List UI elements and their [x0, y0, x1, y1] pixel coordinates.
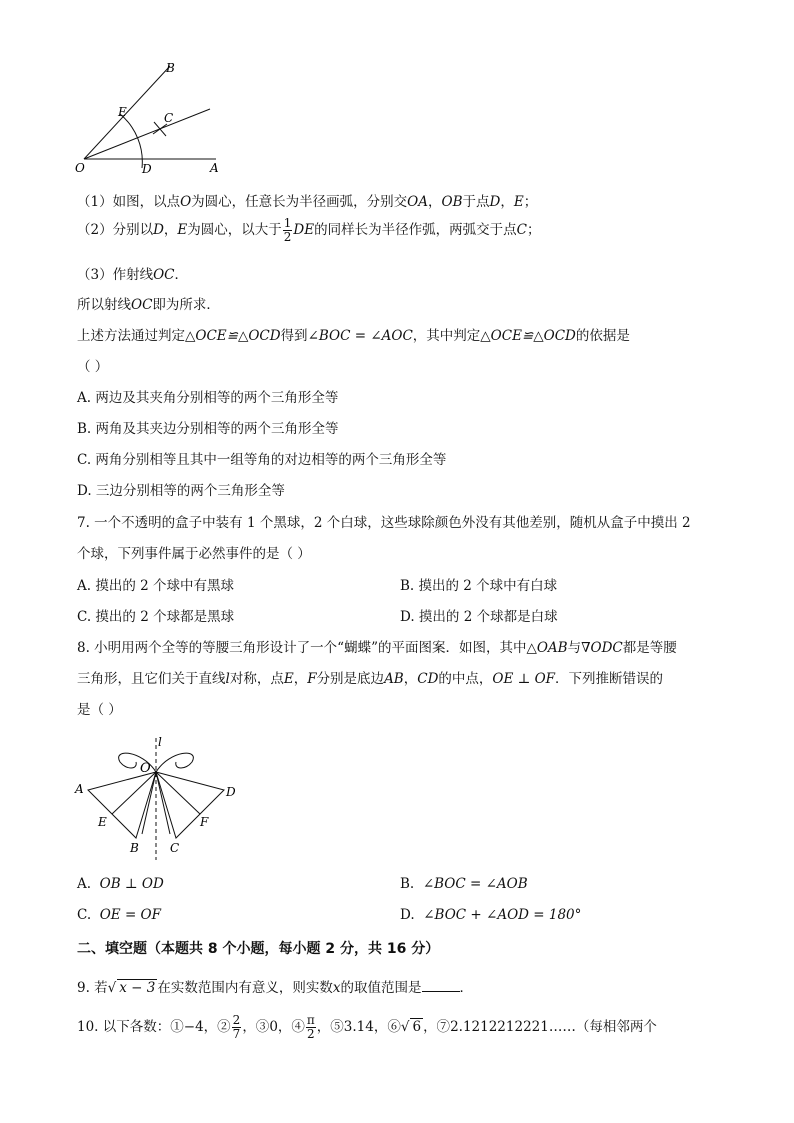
q6-stem: 上述方法通过判定△OCE≌△OCD得到∠BOC = ∠AOC，其中判定△OCE≌△OCD的依据是	[77, 328, 630, 344]
fraction-two-sevenths: $\frac{2}{7}$	[232, 1013, 241, 1041]
label-c: C	[164, 111, 174, 125]
q7-option-b[interactable]: B. 摸出的 2 个球中有白球	[400, 578, 558, 594]
step-3: （3）作射线OC．	[77, 267, 188, 283]
q7-stem-line1: 7. 一个不透明的盒子中装有 1 个黑球，2 个白球，这些球除颜色外没有其他差别，随机从盒子中摸出 2	[77, 515, 691, 531]
q8-stem-line3: 是（ ）	[77, 702, 122, 718]
label-d: D	[142, 162, 152, 176]
q7-option-a[interactable]: A. 摸出的 2 个球中有黑球	[77, 578, 235, 594]
q7-stem-line2: 个球，下列事件属于必然事件的是（ ）	[77, 546, 311, 562]
label-o: O	[140, 761, 151, 776]
q6-option-b[interactable]: B. 两角及其夹边分别相等的两个三角形全等	[77, 421, 339, 437]
sqrt-sign: √	[107, 980, 117, 996]
q6-option-d[interactable]: D. 三边分别相等的两个三角形全等	[77, 483, 285, 499]
q8-option-d[interactable]: D. ∠BOC + ∠AOD = 180°	[400, 907, 582, 923]
step-1: （1）如图，以点O为圆心，任意长为半径画弧，分别交OA，OB于点D，E；	[77, 194, 538, 210]
label-b: B	[130, 841, 139, 855]
q6-option-c[interactable]: C. 两角分别相等且其中一组等角的对边相等的两个三角形全等	[77, 452, 447, 468]
label-c: C	[170, 841, 180, 855]
q6-answer-paren: （ ）	[77, 359, 109, 375]
answer-blank[interactable]	[422, 979, 460, 992]
segment-ob	[142, 772, 156, 834]
ray-ob	[84, 66, 170, 159]
label-a: A	[75, 782, 84, 796]
step-2: （2）分别以D，E为圆心，以大于 $\frac{1}{2}$ DE的同样长为半径作弧，两弧交于点C；	[77, 216, 541, 244]
q6-option-a[interactable]: A. 两边及其夹角分别相等的两个三角形全等	[77, 390, 339, 406]
arc-intersect-2	[153, 124, 167, 134]
sqrt-sign-6: √	[400, 1019, 410, 1035]
fraction-pi-half: $\frac{\pi}{2}$	[306, 1013, 315, 1041]
arc-de	[120, 114, 142, 168]
conclusion: 所以射线OC即为所求．	[77, 297, 220, 313]
q8-option-a[interactable]: A. OB ⊥ OD	[77, 876, 164, 892]
ray-oc	[84, 109, 210, 159]
q9: 9. 若√ x − 3 在实数范围内有意义，则实数x的取值范围是 ．	[77, 980, 474, 996]
q8-option-c[interactable]: C. OE = OF	[77, 907, 161, 923]
q7-option-c[interactable]: C. 摸出的 2 个球都是黑球	[77, 609, 235, 625]
fraction-half: $\frac{1}{2}$	[283, 216, 292, 244]
q10: 10. 以下各数：①−4，② $\frac{2}{7}$ ，③0，④ $\frac{\pi}{2}$ ，⑤3.14，⑥√ 6 ，⑦2.1212212221……（每相邻两个	[77, 1013, 657, 1041]
segment-oc	[156, 772, 170, 834]
label-f: F	[200, 815, 209, 829]
label-l: l	[158, 735, 162, 749]
q8-option-b[interactable]: B. ∠BOC = ∠AOB	[400, 876, 528, 892]
butterfly-figure	[72, 730, 242, 865]
label-o: O	[75, 161, 85, 175]
label-e: E	[98, 815, 107, 829]
label-d: D	[226, 785, 236, 799]
angle-bisector-figure	[70, 58, 230, 178]
q7-option-d[interactable]: D. 摸出的 2 个球都是白球	[400, 609, 558, 625]
q8-stem-line1: 8. 小明用两个全等的等腰三角形设计了一个“蝴蝶”的平面图案．如图，其中△OAB与∇ODC都是等腰	[77, 640, 677, 656]
q8-stem-line2: 三角形，且它们关于直线l对称，点E，F分别是底边AB，CD的中点，OE ⊥ OF．下列推断错误的	[77, 671, 664, 687]
label-e: E	[118, 105, 127, 119]
label-b: B	[166, 61, 175, 75]
label-a: A	[210, 161, 219, 175]
right-antenna	[156, 753, 193, 772]
section-title: 二、填空题（本题共 8 个小题，每小题 2 分，共 16 分）	[77, 941, 440, 957]
